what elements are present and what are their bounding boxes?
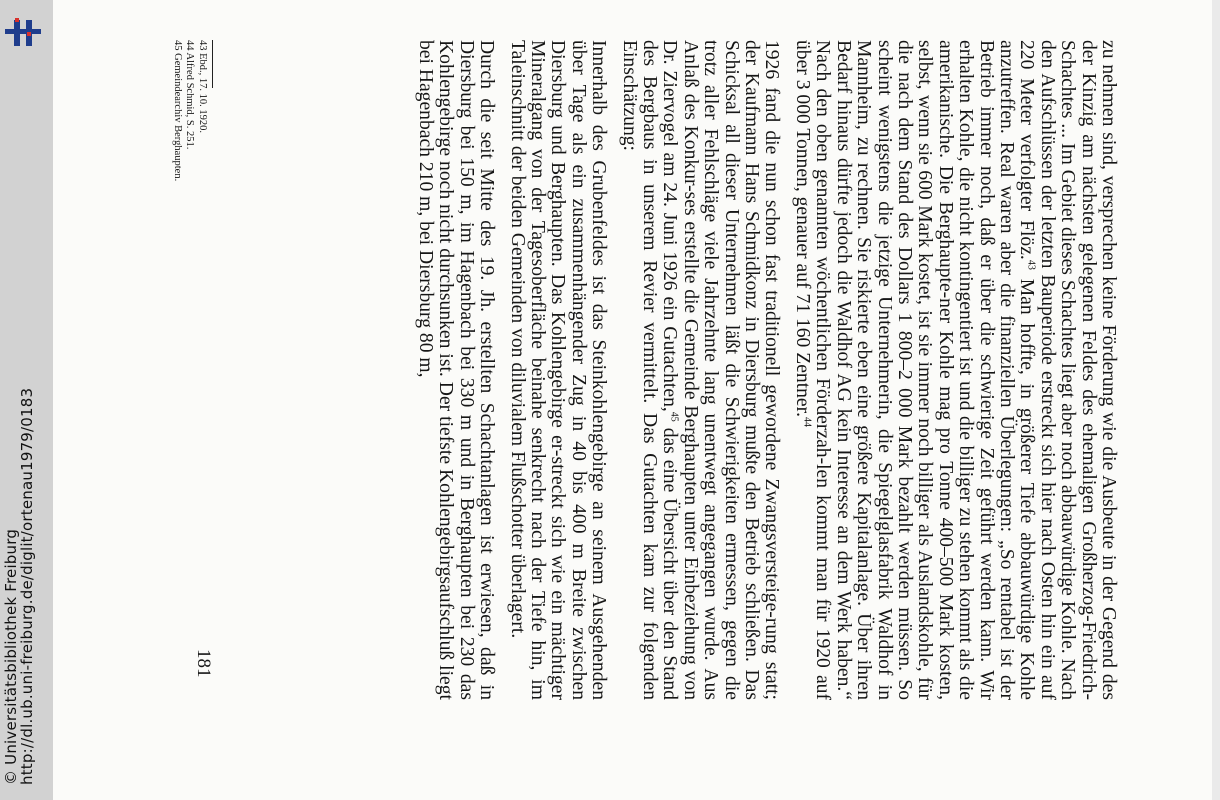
paragraph: Innerhalb des Grubenfeldes ist das Steinkohlengebirge an seinem Ausgehenden über Tage als ein zusammenhängender Zug in 40 bis 400 m Breite zwischen Diersburg und Berghaupten. Das Kohlengebirge er-streckt sich wie ein mächtiger Mineralgang von der Tagesoberfläche beinahe senkrecht nach der Tiefe hin, im Taleinschnitt der beiden Gemeinden von diluvialem Flußschotter überlagert. [506,40,610,700]
paragraph-text: Man hoffte, in größerer Tiefe abbauwürdige Kohle anzutreffen. Real waren aber die finanziellen Überlegungen: „So rentabel ist der Betrieb immer noch, daß er über die schwierige Zeit geführt werden kann. Wir erhalten Kohle, die nicht kontingentiert ist und die billiger zu stehen kommt als die amerikanische. Die Berghaupte-ner Kohle mag pro Tonne 400–500 Mark kosten, selbst, wenn sie 600 Mark kostet, ist sie immer noch billiger als Auslandskohle, für die nach dem Stand des Dollars 1 800–2 000 Mark bezahlt werden müssen. So scheint wenigstens die jetzige Unternehmerin, die Spiegelglasfabrik Waldhof in Mannheim, zu rechnen. Sie riskierte eben eine größere Kapitalanlage. Über ihren Bedarf hinaus dürfte jedoch die Waldhof AG kein Interesse an dem Werk haben.“ Nach den oben genannten wöchentlichen Förderzah-len kommt man für 1920 auf über 3 000 Tonnen, genauer auf 71 160 Zentner. [791,40,1038,700]
footnote: 43 Ebd., 17. 10. 1920. [197,40,208,134]
page-edge [1212,0,1220,800]
footnotes [171,40,214,440]
footnote-ref: 45 [669,411,680,422]
paragraph-text: zu nehmen sind, versprechen keine Förderung wie die Ausbeute in der Gegend des der Kinzig am nächsten gelegenen Feldes des ehemaligen Großherzog-Friedrich-Schachtes ... Im Gebiet dieses Schachtes liegt aber noch abbauwürdige Kohle. Nach den Aufschlüssen der letzten Bauperiode erstreckt sich hier nach Osten hin ein auf 220 Meter verfolgter Flöz. [1016,40,1119,700]
viewer-sidebar [0,0,53,800]
paragraph [618,40,781,700]
library-logo-icon [3,12,43,52]
copyright-notice: © Universitätsbibliothek Freiburg [2,528,20,785]
footnote: 45 Gemeindearchiv Berghaupten. [172,40,183,182]
footnote-ref: 43 [1025,259,1037,270]
footnote-divider [212,40,213,88]
paragraph-text: das eine Übersicht über den Stand des Bergbaus in unserem Revier vermittelt. Das Gutachten kam zur folgenden Einschätzung: [618,40,681,700]
paragraph-text: 1926 fand die nun schon fast traditionell gewordene Zwangsversteige-rung statt; der Kaufmann Hans Schmidkonz in Diersburg mußte den Betrieb schließen. Das Schicksal all dieser Unternehmen läßt die Schwierigkeiten ermessen, gegen die trotz aller Fehlschläge viele Jahrzehnte lang unentwegt angegangen wurde. Aus Anlaß des Konkur-ses erstellte die Gemeinde Berghaupten unter Einbeziehung von Dr. Ziervogel am 24. Juni 1926 ein Gutachten, [659,40,783,700]
rotated-document-page [138,40,1118,760]
footnote: 44 Alfred Schmid, S. 251. [184,40,196,150]
page-number: 181 [193,649,214,678]
paragraph: Durch die seit Mitte des 19. Jh. erstellten Schachtanlagen ist erwiesen, daß in Diersburg bei 150 m, im Hagenbach bei 330 m und in Berghaupten bei 230 das Kohlengebirge noch nicht durchsunken ist. Der tiefste Kohlengebirgsaufschluß liegt bei Hagenbach 210 m, bei Diersburg 80 m, [415,40,498,700]
source-url[interactable]: http://dl.ub.uni-freiburg.de/diglit/ortenau1979/0183 [18,387,36,785]
paragraph [792,40,1119,700]
footnote-ref: 44 [801,416,813,427]
body-text [415,40,1118,700]
